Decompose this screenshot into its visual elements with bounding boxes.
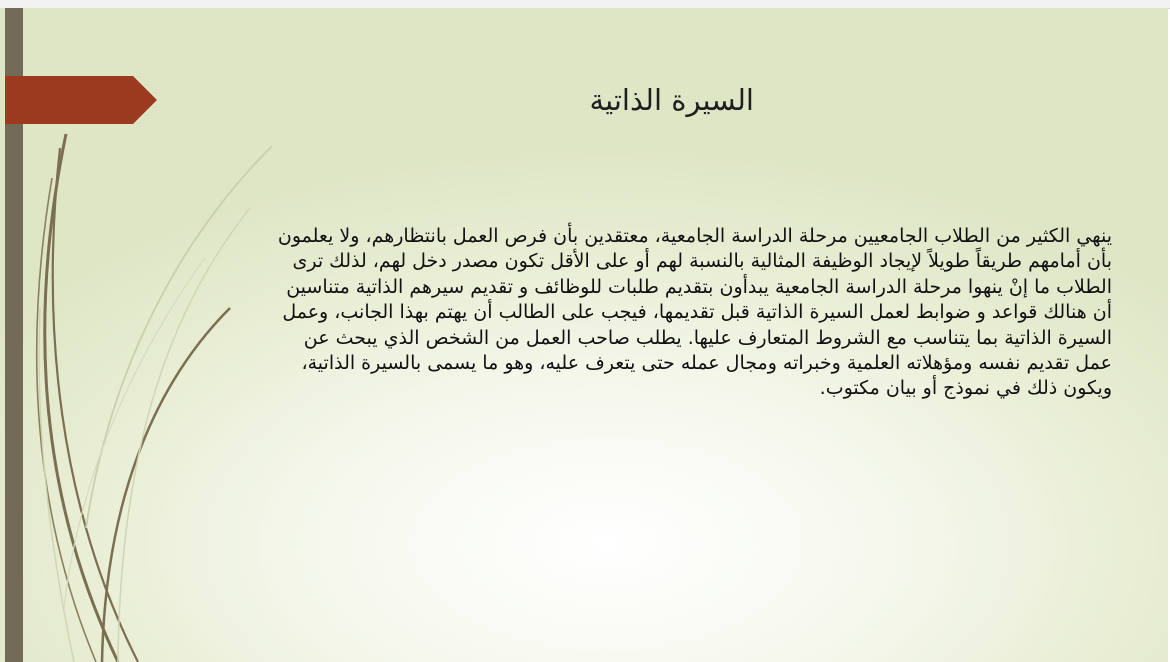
slide-body-text: ينهي الكثير من الطلاب الجامعيين مرحلة الدراسة الجامعية، معتقدين بأن فرص العمل بانتظارهم، ولا يعلمون بأن أمامهم طريقاً طويلاً لإيجاد الوظيفة المثالية بالنسبة لهم أو على الأقل تكون مصدر دخل لهم، لذلك ترى الطلاب ما إنْ ينهوا مرحلة الدراسة الجامعية يبدأون بتقديم طلبات للوظائف و تقديم سيرهم الذاتية متناسين أن هنالك قواعد و ضوابط لعمل السيرة الذاتية قبل تقديمها، فيجب على الطالب أن يهتم بهذا الجانب، وعمل السيرة الذاتية بما يتناسب مع الشروط المتعارف عليها. يطلب صاحب العمل من الشخص الذي يبحث عن عمل تقديم نفسه ومؤهلاته العلمية وخبراته ومجال عمله حتى يتعرف عليه، وهو ما يسمى بالسيرة الذاتية، ويكون ذلك في نموذج أو بيان مكتوب. <box>277 225 1112 400</box>
slide-title: السيرة الذاتية <box>589 83 754 117</box>
slide <box>0 8 1168 662</box>
title-arrow-shape <box>5 76 157 124</box>
